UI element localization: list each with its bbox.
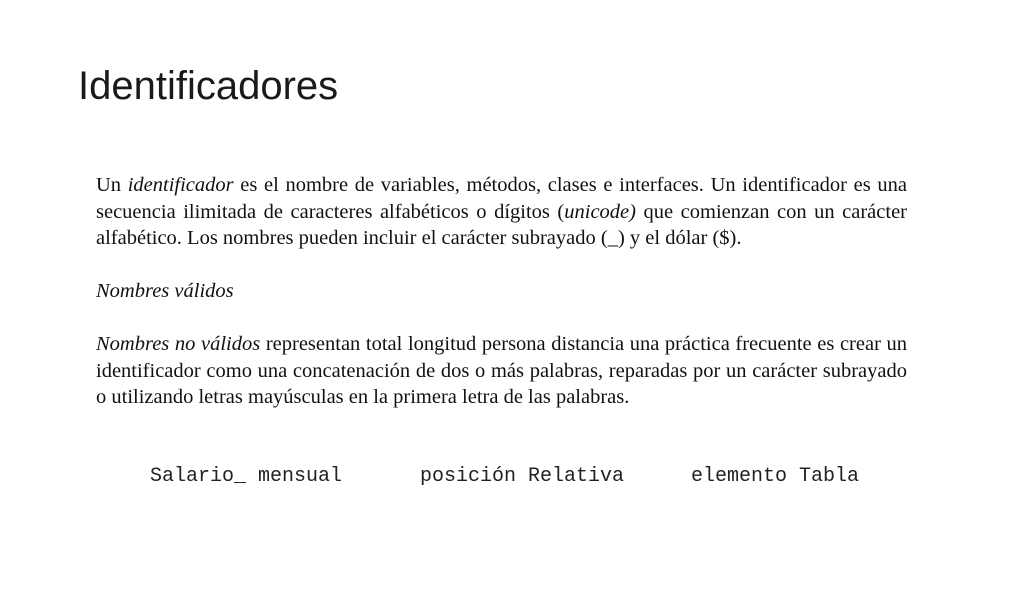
slide-title: Identificadores (78, 64, 339, 108)
paragraph-invalid-names (96, 331, 907, 411)
example-identifier: Salario_ mensual (150, 465, 343, 488)
italic-heading-valid-names: Nombres válidos (96, 280, 234, 303)
italic-term-identificador: identificador (127, 174, 234, 196)
identifier-examples (150, 462, 860, 612)
paragraph-valid-names (96, 278, 907, 305)
text-run: es el nombre de variables, métodos, clases e interfaces. Un identificador es una secuencia ilimitada de caracteres alfabéticos o dígitos ( (96, 174, 907, 223)
slide-body (96, 172, 907, 411)
italic-term-unicode: unicode) (564, 200, 636, 223)
italic-heading-invalid-names: Nombres no válidos (96, 332, 261, 355)
example-identifier: elemento Tabla (691, 465, 860, 488)
text-run: Un (96, 174, 128, 196)
example-identifier: posición Relativa (420, 465, 625, 488)
paragraph-identifier-definition (96, 172, 907, 252)
text-run: que comienzan con un carácter alfabético. Los nombres pueden incluir el carácter subrayado (_) y el dólar ($). (96, 200, 907, 250)
text-run: representan total longitud persona distancia una práctica frecuente es crear un identificador como una concatenación de dos o más palabras, reparadas por un carácter subrayado o utilizando letras mayúsculas en la primera letra de las palabras. (96, 332, 907, 409)
